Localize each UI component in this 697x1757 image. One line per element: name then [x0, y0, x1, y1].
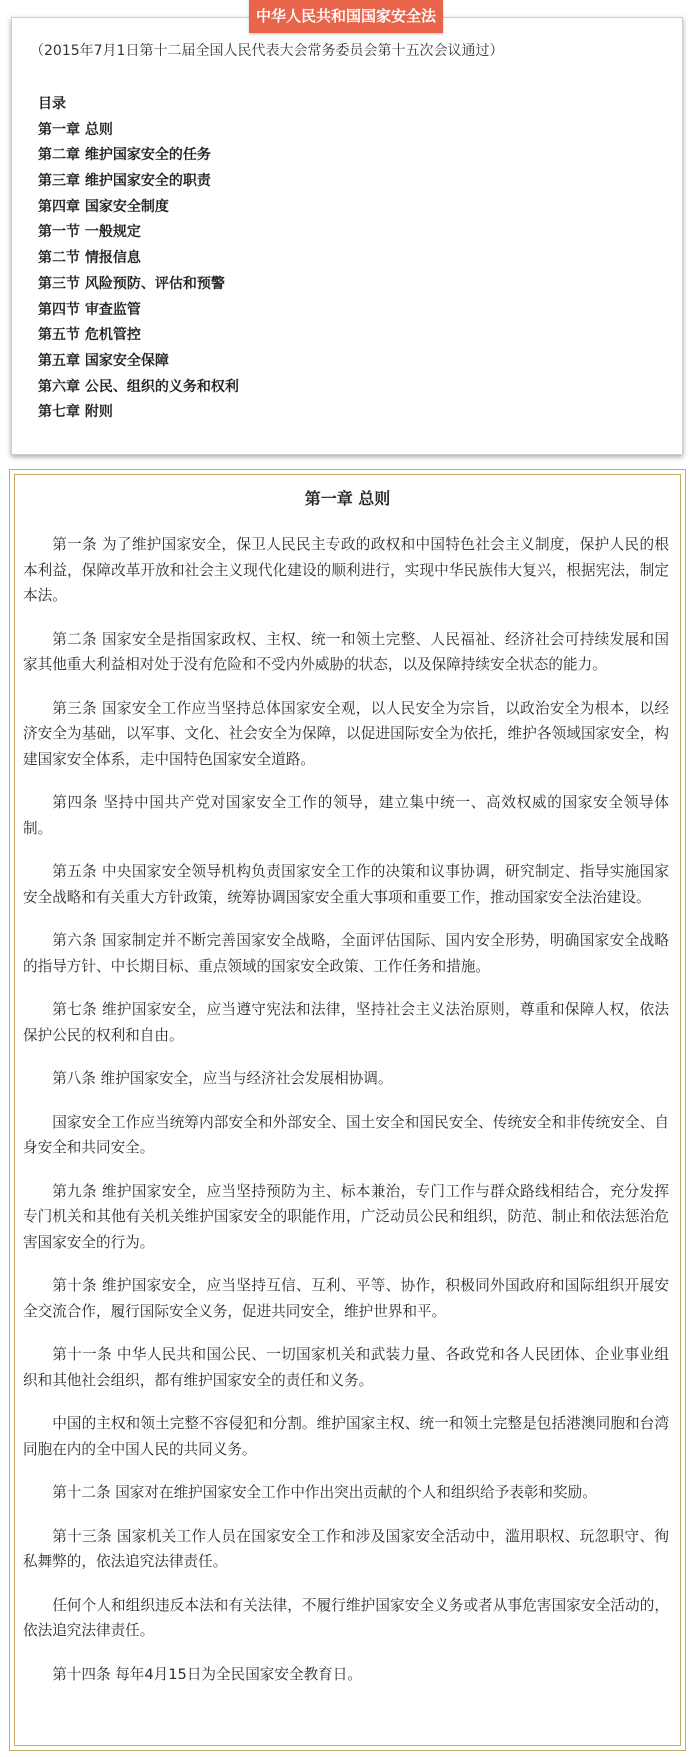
toc-box — [11, 17, 683, 455]
article-list — [23, 532, 669, 1705]
toc-item: 第二章 维护国家安全的任务 — [38, 147, 211, 164]
article-paragraph: 第十一条 中华人民共和国公民、一切国家机关和武装力量、各政党和各人民团体、企业事业组织和其他社会组织，都有维护国家安全的责任和义务。 — [23, 1346, 669, 1389]
article-paragraph: 任何个人和组织违反本法和有关法律，不履行维护国家安全义务或者从事危害国家安全活动的，依法追究法律责任。 — [23, 1596, 669, 1639]
article-paragraph: 第十二条 国家对在维护国家安全工作中作出突出贡献的个人和组织给予表彰和奖励。 — [52, 1484, 597, 1501]
toc-item: 第二节 情报信息 — [38, 250, 141, 267]
toc-item: 第一节 一般规定 — [38, 224, 141, 241]
toc-item: 第六章 公民、组织的义务和权利 — [38, 378, 239, 395]
toc-item: 第四章 国家安全制度 — [38, 198, 169, 215]
toc-item: 第四节 审查监管 — [38, 301, 141, 318]
article-paragraph: 第五条 中央国家安全领导机构负责国家安全工作的决策和议事协调，研究制定、指导实施国家安全战略和有关重大方针政策，统筹协调国家安全重大事项和重要工作，推动国家安全法治建设。 — [23, 863, 669, 906]
chapter-title: 第一章 总则 — [304, 489, 391, 508]
toc-item: 第七章 附则 — [38, 404, 113, 421]
article-paragraph: 国家安全工作应当统筹内部安全和外部安全、国土安全和国民安全、传统安全和非传统安全、自身安全和共同安全。 — [23, 1113, 669, 1156]
article-paragraph: 第八条 维护国家安全，应当与经济社会发展相协调。 — [52, 1070, 393, 1087]
article-paragraph: 第九条 维护国家安全，应当坚持预防为主、标本兼治，专门工作与群众路线相结合，充分发挥专门机关和其他有关机关维护国家安全的职能作用，广泛动员公民和组织，防范、制止和依法惩治危害国家安全的行为。 — [23, 1182, 669, 1251]
article-paragraph: 第十三条 国家机关工作人员在国家安全工作和涉及国家安全活动中，滥用职权、玩忽职守、徇私舞弊的，依法追究法律责任。 — [23, 1527, 669, 1570]
article-paragraph: 第七条 维护国家安全，应当遵守宪法和法律，坚持社会主义法治原则，尊重和保障人权，依法保护公民的权利和自由。 — [23, 1001, 669, 1044]
article-paragraph: 第六条 国家制定并不断完善国家安全战略，全面评估国际、国内安全形势，明确国家安全战略的指导方针、中长期目标、重点领域的国家安全政策、工作任务和措施。 — [23, 932, 669, 975]
article-paragraph: 第三条 国家安全工作应当坚持总体国家安全观，以人民安全为宗旨，以政治安全为根本，以经济安全为基础，以军事、文化、社会安全为保障，以促进国际安全为依托，维护各领域国家安全，构建国家安全体系，走中国特色国家安全道路。 — [23, 699, 669, 768]
toc-item: 第一章 总则 — [38, 121, 113, 138]
law-subtitle: （2015年7月1日第十二届全国人民代表大会常务委员会第十五次会议通过） — [30, 43, 504, 59]
toc-item: 第三节 风险预防、评估和预警 — [38, 275, 225, 292]
article-paragraph: 第十条 维护国家安全，应当坚持互信、互利、平等、协作，积极同外国政府和国际组织开展安全交流合作，履行国际安全义务，促进共同安全，维护世界和平。 — [23, 1277, 669, 1320]
law-title-banner: 中华人民共和国国家安全法 — [249, 0, 443, 33]
toc-item: 第五节 危机管控 — [38, 327, 141, 344]
article-paragraph: 第十四条 每年4月15日为全民国家安全教育日。 — [52, 1665, 362, 1683]
article-paragraph: 中国的主权和领土完整不容侵犯和分割。维护国家主权、统一和领土完整是包括港澳同胞和台湾同胞在内的全中国人民的共同义务。 — [23, 1415, 669, 1458]
article-paragraph: 第四条 坚持中国共产党对国家安全工作的领导，建立集中统一、高效权威的国家安全领导体制。 — [23, 794, 669, 837]
toc-item: 第三章 维护国家安全的职责 — [38, 173, 211, 190]
chapter-1-box — [9, 469, 686, 1751]
toc-list — [38, 92, 239, 426]
article-paragraph: 第一条 为了维护国家安全，保卫人民民主专政的政权和中国特色社会主义制度，保护人民的根本利益，保障改革开放和社会主义现代化建设的顺利进行，实现中华民族伟大复兴，根据宪法，制定本法。 — [23, 536, 669, 604]
toc-item: 第五章 国家安全保障 — [38, 352, 169, 369]
article-paragraph: 第二条 国家安全是指国家政权、主权、统一和领土完整、人民福祉、经济社会可持续发展和国家其他重大利益相对处于没有危险和不受内外威胁的状态，以及保障持续安全状态的能力。 — [23, 630, 669, 673]
toc-heading: 目录 — [38, 96, 66, 112]
